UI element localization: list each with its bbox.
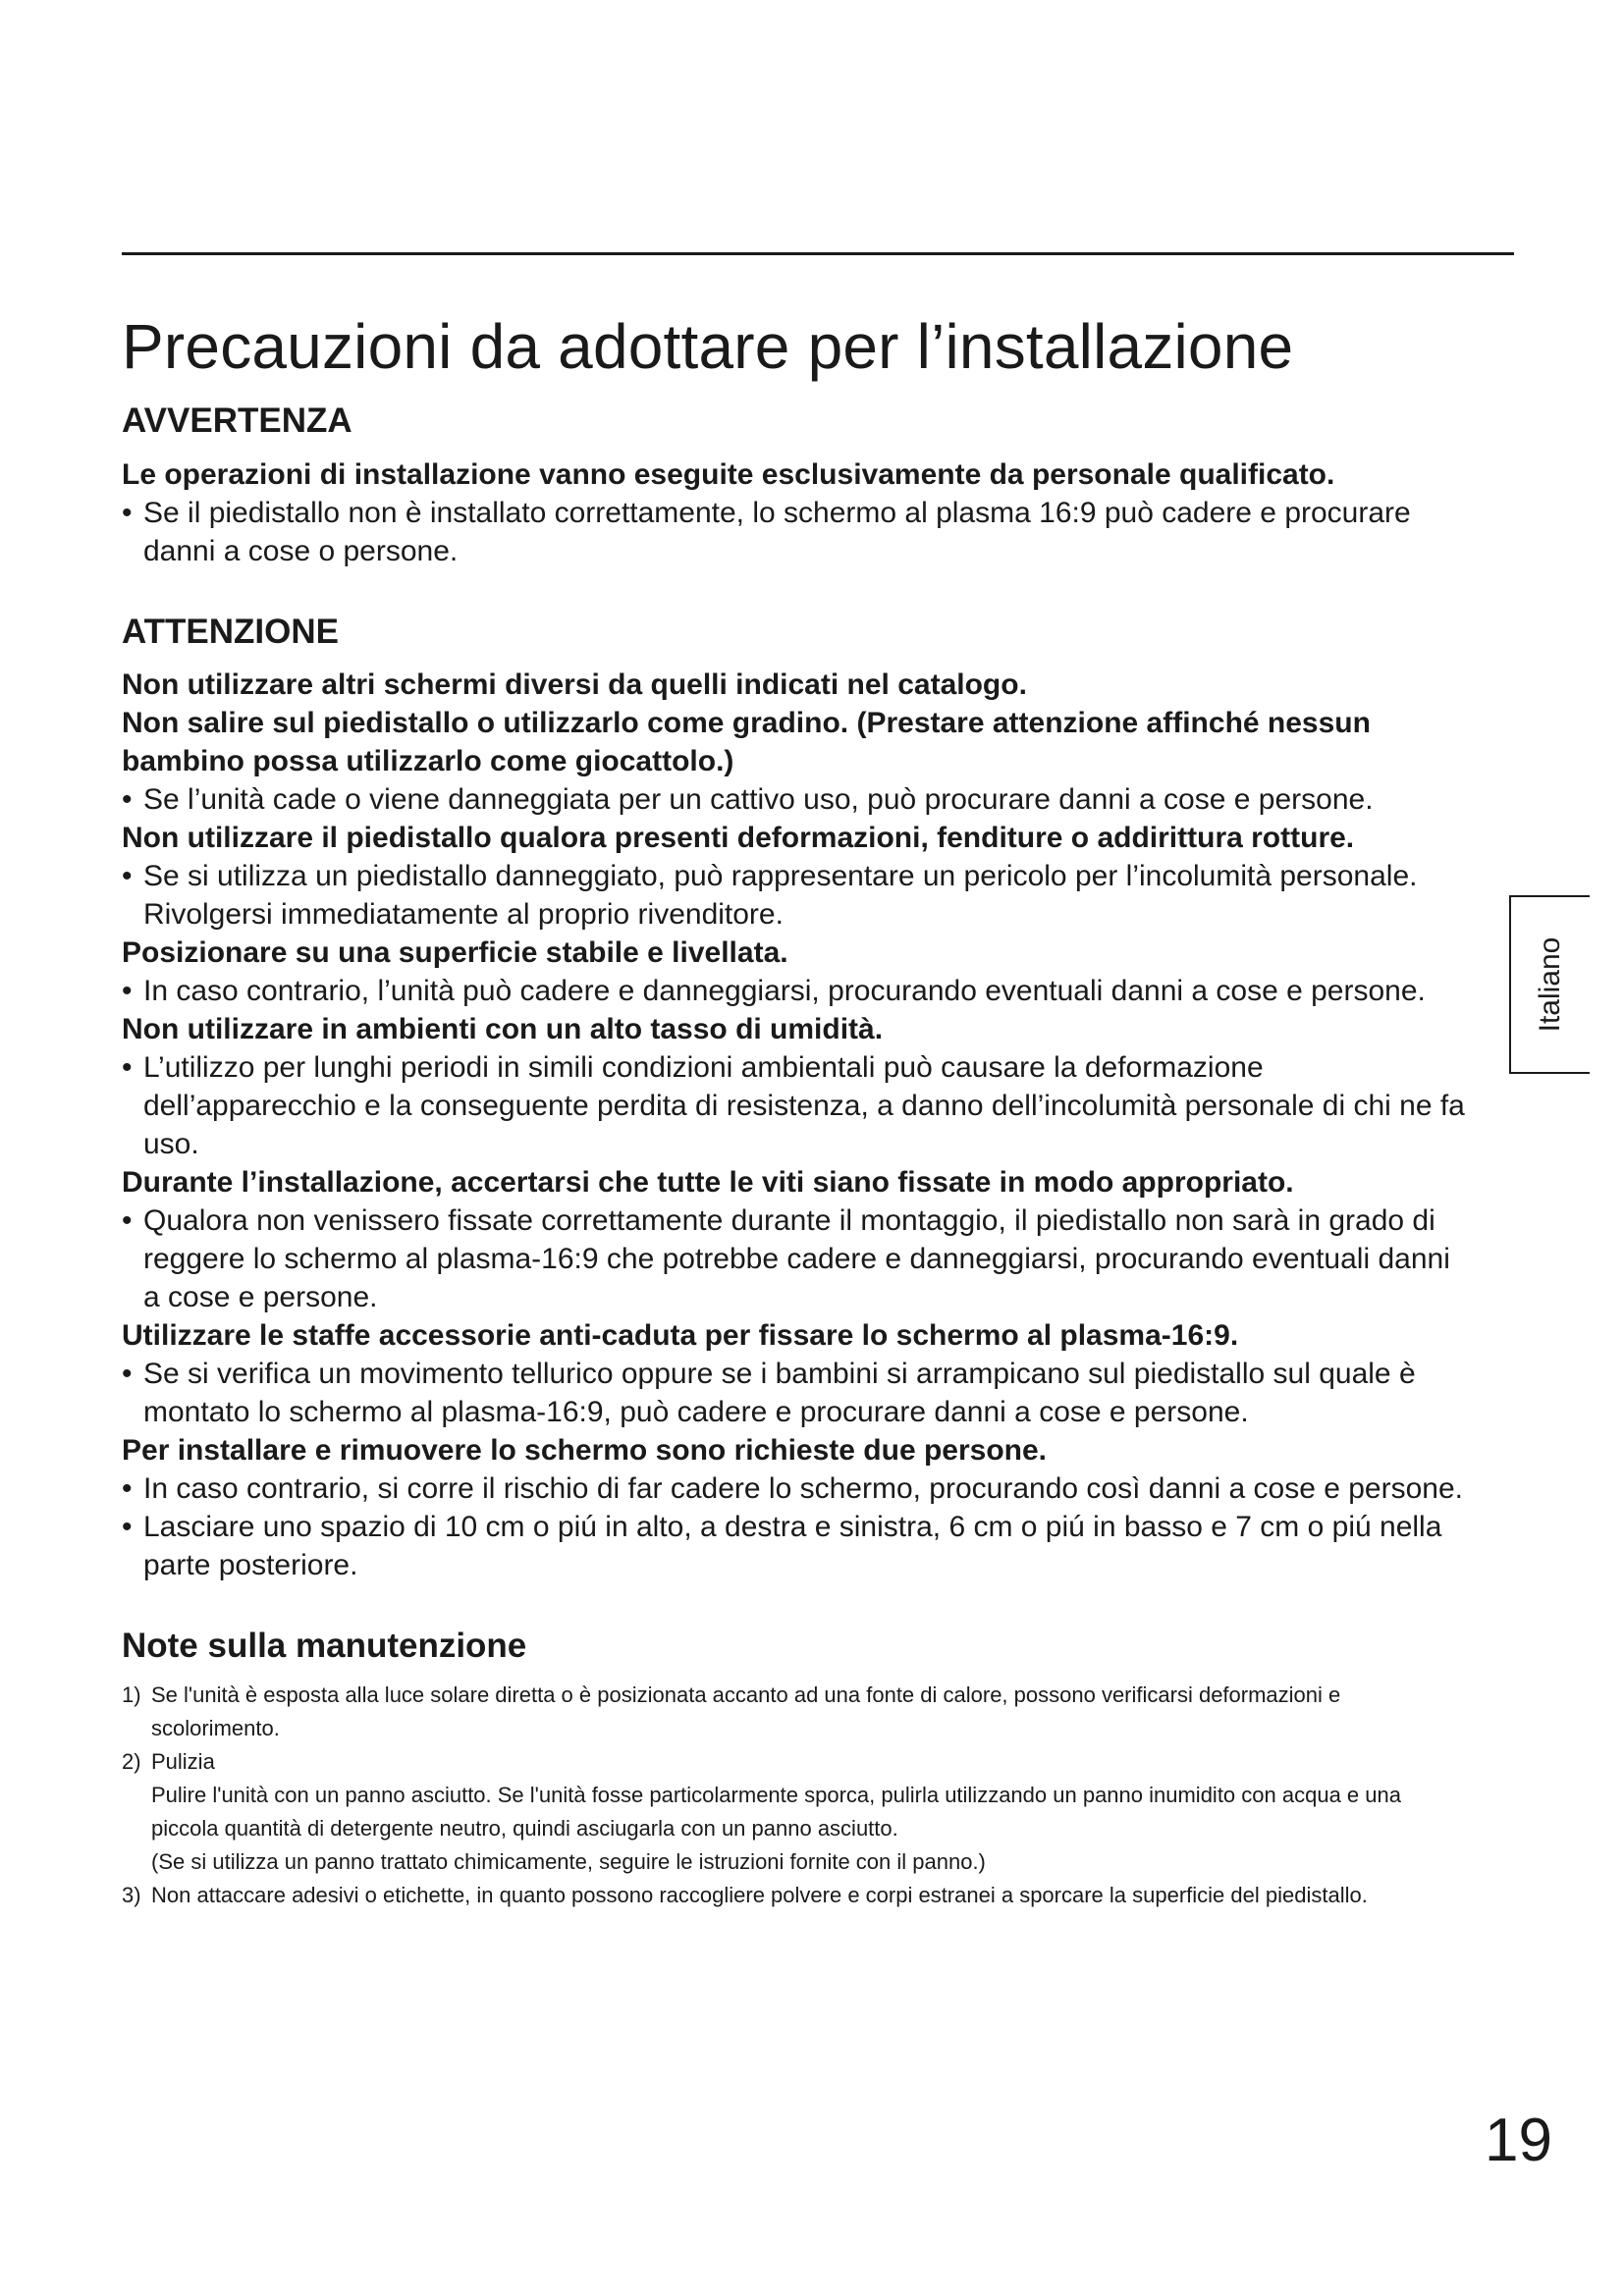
main-content [122,399,1467,1912]
attenzione-bold-line: Utilizzare le staffe accessorie anti-caduta per fissare lo schermo al plasma-16:9. [122,1319,1239,1352]
maintenance-heading: Note sulla manutenzione [122,1627,527,1665]
note-number: 3) [122,1882,141,1907]
attenzione-bold-line: Non utilizzare altri schermi diversi da quelli indicati nel catalogo. [122,668,1027,701]
bullet-dot: • [122,860,133,892]
attenzione-bold-line: Durante l’installazione, accertarsi che tutte le viti siano fissate in modo appropriato. [122,1166,1294,1199]
attenzione-list [122,666,1467,1584]
maintenance-note: 2) Pulizia [122,1745,1467,1779]
maintenance-note-line: (Se si utilizza un panno trattato chimicamente, seguire le istruzioni fornite con il panno.) [151,1848,986,1874]
attenzione-bullet: • L’utilizzo per lunghi periodi in simili condizioni ambientali può causare la deformazione dell’apparecchio e la conseguente perdita di resistenza, a danno dell’incolumità personale di chi ne fa uso. [122,1048,1467,1163]
bullet-dot: • [122,1358,133,1390]
attenzione-bullet: • Se l’unità cade o viene danneggiata per un cattivo uso, può procurare danni a cose e persone. [122,780,1467,819]
maintenance-note: 3) Non attaccare adesivi o etichette, in quanto possono raccogliere polvere e corpi estranei a sporcare la superficie del piedistallo. [122,1879,1467,1912]
avvertenza-heading: AVVERTENZA [122,401,352,440]
attenzione-bold-line: Non utilizzare il piedistallo qualora presenti deformazioni, fenditure o addirittura rotture. [122,822,1355,854]
note-number: 2) [122,1748,141,1774]
avvertenza-bold-line: Le operazioni di installazione vanno eseguite esclusivamente da personale qualificato. [122,457,1335,491]
bullet-dot: • [122,1511,133,1543]
language-side-tab [1509,895,1590,1074]
bullet-dot: • [122,1051,133,1084]
maintenance-notes [122,1679,1467,1912]
maintenance-note: 1) Se l'unità è esposta alla luce solare diretta o è posizionata accanto ad una fonte di calore, possono verificarsi deformazioni e scolorimento. [122,1679,1467,1745]
note-number: 1) [122,1682,141,1707]
bullet-dot: • [122,1472,133,1505]
attenzione-bold-line: Per installare e rimuovere lo schermo sono richieste due persone. [122,1434,1048,1467]
bullet-dot: • [122,783,133,816]
attenzione-bullet: • Se si utilizza un piedistallo danneggiato, può rappresentare un pericolo per l’incolumità personale. Rivolgersi immediatamente al proprio rivenditore. [122,857,1467,934]
attenzione-bullet: • Lasciare uno spazio di 10 cm o piú in alto, a destra e sinistra, 6 cm o piú in basso e 7 cm o piú nella parte posteriore. [122,1508,1467,1584]
attenzione-bold-line: Posizionare su una superficie stabile e livellata. [122,936,788,969]
attenzione-bold-line: Non utilizzare in ambienti con un alto tasso di umidità. [122,1013,884,1045]
top-rule [122,252,1514,255]
side-tab-label: Italiano [1534,936,1566,1033]
attenzione-bullet: • Se si verifica un movimento tellurico oppure se i bambini si arrampicano sul piedistallo sul quale è montato lo schermo al plasma-16:9, può cadere e procurare danni a cose e persone. [122,1355,1467,1431]
maintenance-note-line: Pulire l'unità con un panno asciutto. Se l'unità fosse particolarmente sporca, pulirla utilizzando un panno inumidito con acqua e una piccola quantità di detergente neutro, quindi asciugarla con un panno asciutto. [151,1782,1401,1841]
page-title: Precauzioni da adottare per l’installazione [122,311,1294,382]
attenzione-section [122,610,1467,1585]
attenzione-bold-line: Non salire sul piedistallo o utilizzarlo come gradino. (Prestare attenzione affinché nessun bambino possa utilizzarlo come giocattolo.) [122,707,1371,777]
attenzione-bullet: • In caso contrario, si corre il rischio di far cadere lo schermo, procurando così danni a cose e persone. [122,1469,1467,1508]
attenzione-bullet: • In caso contrario, l’unità può cadere e danneggiarsi, procurando eventuali danni a cose e persone. [122,972,1467,1010]
attenzione-bullet: • Qualora non venissero fissate correttamente durante il montaggio, il piedistallo non sarà in grado di reggere lo schermo al plasma-16:9 che potrebbe cadere e danneggiarsi, procurando eventuali danni a cose e persone. [122,1201,1467,1316]
avvertenza-bullet: • Se il piedistallo non è installato correttamente, lo schermo al plasma 16:9 può cadere e procurare danni a cose o persone. [122,494,1467,570]
bullet-dot: • [122,1204,133,1237]
page-number: 19 [1485,2107,1552,2174]
attenzione-heading: ATTENZIONE [122,612,340,651]
bullet-dot: • [122,496,133,529]
avvertenza-section [122,399,1467,570]
bullet-dot: • [122,975,133,1007]
